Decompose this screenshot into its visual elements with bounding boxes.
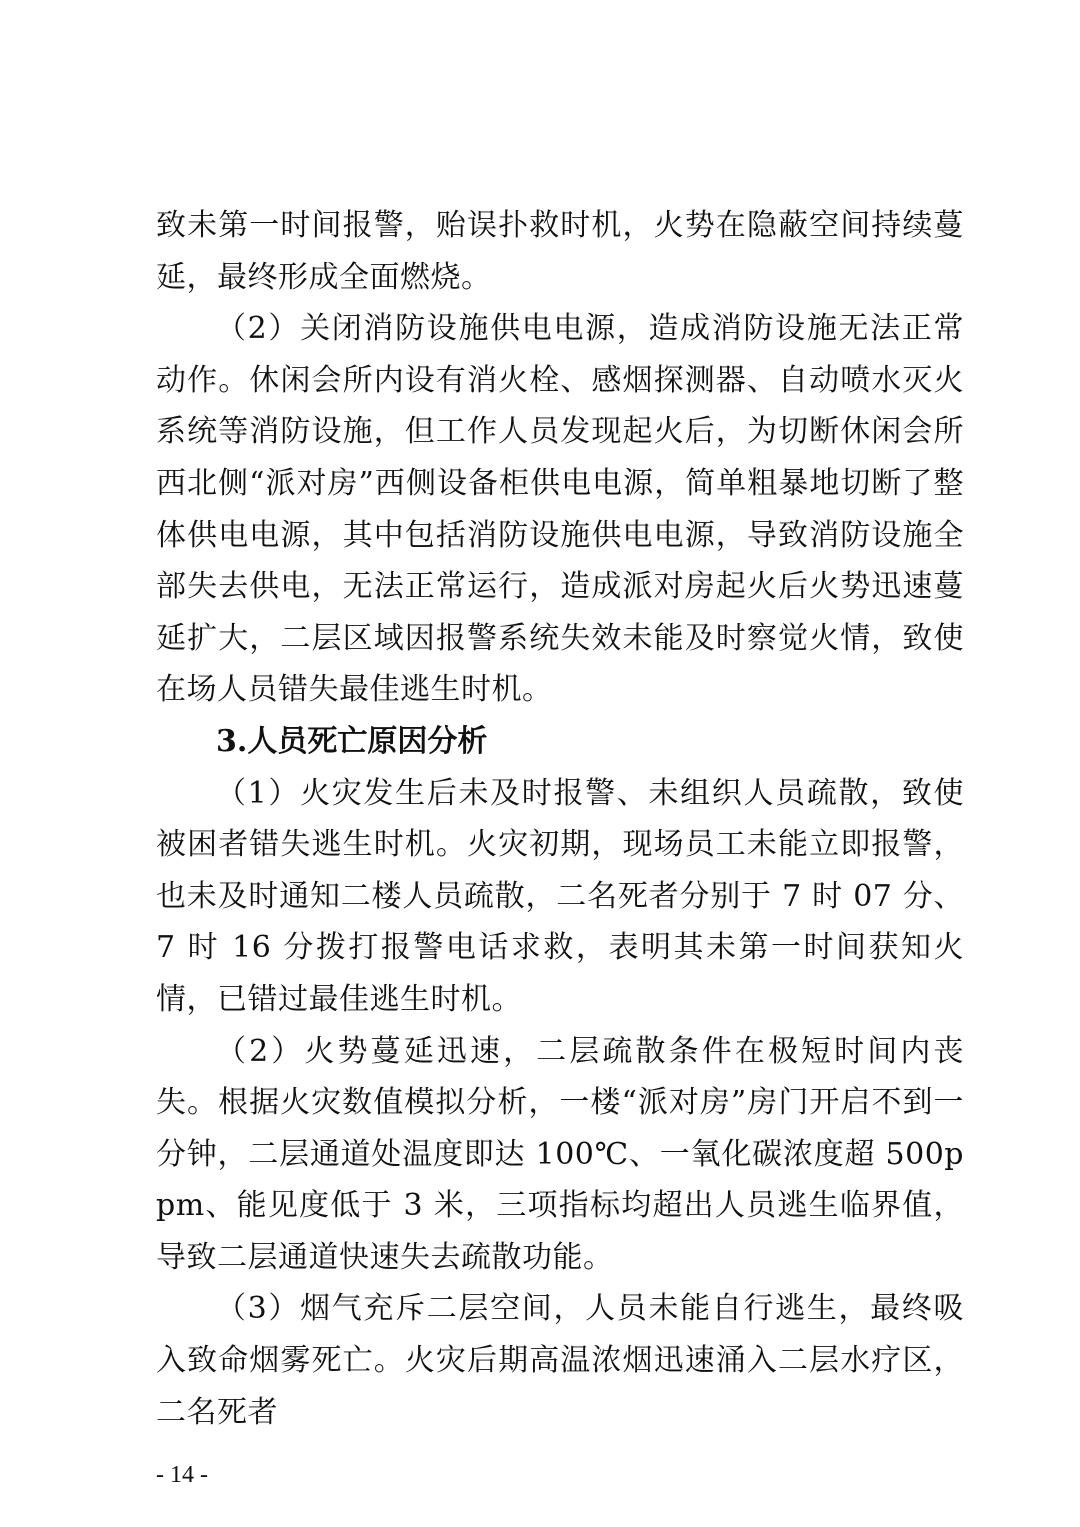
document-body bbox=[156, 200, 964, 1438]
paragraph-no-alarm-no-evacuation: （1）火灾发生后未及时报警、未组织人员疏散，致使被困者错失逃生时机。火灾初期，现场员工未能立即报警，也未及时通知二楼人员疏散，二名死者分别于 7 时 07 分、7 时 16 分拨打报警电话求救，表明其未第一时间获知火情，已错过最佳逃生时机。 bbox=[156, 775, 964, 1017]
paragraph-smoke-filled-second-floor: （3）烟气充斥二层空间，人员未能自行逃生，最终吸入致命烟雾死亡。火灾后期高温浓烟迅速涌入二层水疗区，二名死者 bbox=[156, 1291, 964, 1430]
paragraph-fire-spread-fast: （2）火势蔓延迅速，二层疏散条件在极短时间内丧失。根据火灾数值模拟分析，一楼“派对房”房门开启不到一分钟，二层通道处温度即达 100℃、一氧化碳浓度超 500ppm、能见度低于 3 米，三项指标均超出人员逃生临界值，导致二层通道快速失去疏散功能。 bbox=[156, 1033, 964, 1275]
page-number: - 14 - bbox=[156, 1462, 208, 1488]
paragraph-continuation: 致未第一时间报警，贻误扑救时机，火势在隐蔽空间持续蔓延，最终形成全面燃烧。 bbox=[156, 208, 964, 295]
section-heading-death-cause-analysis: 3.人员死亡原因分析 bbox=[216, 723, 488, 759]
paragraph-fire-facilities-power: （2）关闭消防设施供电电源，造成消防设施无法正常动作。休闲会所内设有消火栓、感烟探测器、自动喷水灭火系统等消防设施，但工作人员发现起火后，为切断休闲会所西北侧“派对房”西侧设备柜供电电源，简单粗暴地切断了整体供电电源，其中包括消防设施供电电源，导致消防设施全部失去供电，无法正常运行，造成派对房起火后火势迅速蔓延扩大，二层区域因报警系统失效未能及时察觉火情，致使在场人员错失最佳逃生时机。 bbox=[156, 311, 964, 708]
